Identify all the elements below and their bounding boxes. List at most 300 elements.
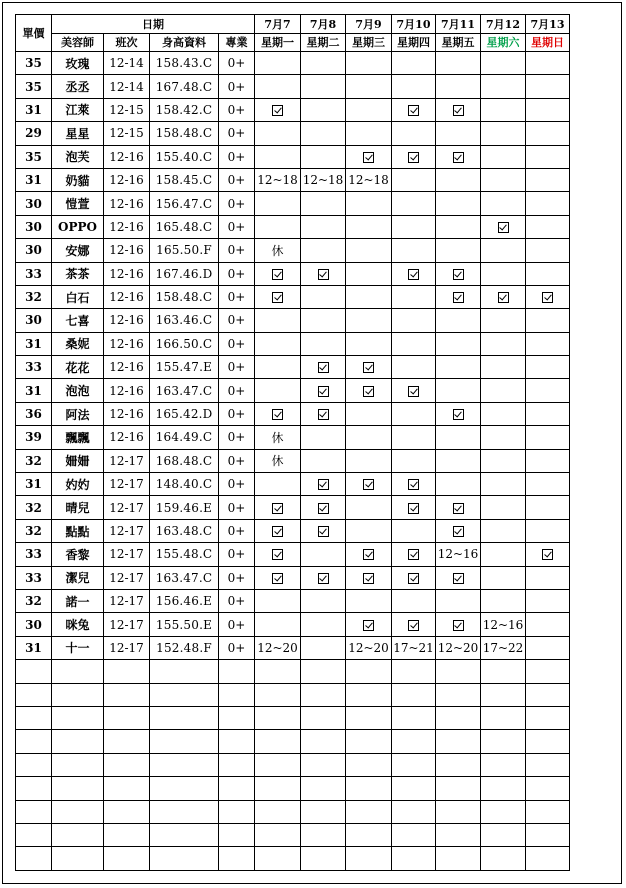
empty-cell (104, 777, 150, 800)
check-icon (318, 362, 329, 373)
table-row (16, 122, 570, 145)
stylist-name-cell: 丞丞 (52, 75, 104, 98)
body-header: 身高資料 (150, 33, 219, 52)
price-cell: 31 (16, 98, 52, 121)
schedule-table (15, 14, 570, 871)
empty-cell (346, 683, 392, 706)
day-cell (301, 543, 346, 566)
price-cell: 31 (16, 168, 52, 191)
day-cell (481, 309, 526, 332)
body-data-cell: 156.46.E (150, 589, 219, 612)
check-icon (408, 573, 419, 584)
check-icon (363, 549, 374, 560)
day-cell (481, 356, 526, 379)
day-cell (436, 75, 481, 98)
empty-cell (16, 847, 52, 870)
day-cell (481, 98, 526, 121)
check-icon (272, 269, 283, 280)
checkbox-checked-icon (255, 543, 301, 566)
checkbox-checked-icon (436, 145, 481, 168)
checkbox-checked-icon (301, 519, 346, 542)
day-cell (346, 309, 392, 332)
check-icon (453, 152, 464, 163)
date-header: 7月13 (526, 15, 570, 34)
check-icon (498, 222, 509, 233)
day-cell (346, 52, 392, 75)
day-cell (436, 52, 481, 75)
check-icon (453, 573, 464, 584)
empty-cell (104, 847, 150, 870)
price-cell: 32 (16, 285, 52, 308)
check-icon (498, 292, 509, 303)
spec-cell: 0+ (219, 332, 255, 355)
empty-cell (481, 730, 526, 753)
empty-cell (392, 847, 436, 870)
shift-cell: 12-17 (104, 589, 150, 612)
empty-cell (526, 777, 570, 800)
day-cell (481, 75, 526, 98)
day-cell (346, 192, 392, 215)
day-cell (255, 356, 301, 379)
day-cell (301, 192, 346, 215)
date-header: 7月11 (436, 15, 481, 34)
day-cell (436, 168, 481, 191)
day-cell (301, 309, 346, 332)
empty-cell (52, 823, 104, 846)
table-row (16, 519, 570, 542)
check-icon (453, 105, 464, 116)
check-icon (318, 573, 329, 584)
stylist-header: 美容師 (52, 33, 104, 52)
table-row (16, 636, 570, 659)
day-cell (436, 426, 481, 449)
empty-cell (436, 847, 481, 870)
shift-cell: 12-17 (104, 613, 150, 636)
stylist-name-cell: 諾一 (52, 589, 104, 612)
empty-row (16, 753, 570, 776)
checkbox-checked-icon (255, 566, 301, 589)
spec-cell: 0+ (219, 473, 255, 496)
empty-cell (150, 847, 219, 870)
day-cell (392, 449, 436, 472)
price-cell: 33 (16, 356, 52, 379)
body-data-cell: 158.45.C (150, 168, 219, 191)
empty-cell (52, 730, 104, 753)
empty-cell (219, 777, 255, 800)
checkbox-checked-icon (436, 613, 481, 636)
body-data-cell: 166.50.C (150, 332, 219, 355)
day-cell (436, 332, 481, 355)
body-data-cell: 163.47.C (150, 566, 219, 589)
body-data-cell: 155.40.C (150, 145, 219, 168)
empty-cell (526, 706, 570, 729)
empty-cell (481, 753, 526, 776)
day-cell (392, 519, 436, 542)
empty-cell (301, 706, 346, 729)
table-row (16, 566, 570, 589)
day-cell (526, 589, 570, 612)
day-cell (301, 215, 346, 238)
empty-cell (346, 823, 392, 846)
empty-cell (436, 706, 481, 729)
check-icon (318, 479, 329, 490)
empty-cell (104, 753, 150, 776)
spec-cell: 0+ (219, 98, 255, 121)
empty-cell (52, 683, 104, 706)
day-cell (526, 52, 570, 75)
body-data-cell: 155.48.C (150, 543, 219, 566)
body-data-cell: 163.48.C (150, 519, 219, 542)
weekday-header: 星期四 (392, 33, 436, 52)
day-cell: 17~21 (392, 636, 436, 659)
empty-cell (52, 753, 104, 776)
empty-cell (481, 660, 526, 683)
price-cell: 30 (16, 192, 52, 215)
shift-header: 班次 (104, 33, 150, 52)
stylist-name-cell: 點點 (52, 519, 104, 542)
table-row (16, 262, 570, 285)
checkbox-checked-icon (346, 145, 392, 168)
checkbox-checked-icon (481, 285, 526, 308)
day-cell: 12~18 (301, 168, 346, 191)
empty-cell (346, 706, 392, 729)
empty-row (16, 706, 570, 729)
day-cell (526, 192, 570, 215)
spec-cell: 0+ (219, 356, 255, 379)
check-icon (272, 409, 283, 420)
price-cell: 33 (16, 262, 52, 285)
price-cell: 32 (16, 519, 52, 542)
spec-cell: 0+ (219, 426, 255, 449)
empty-cell (392, 730, 436, 753)
day-cell (526, 75, 570, 98)
day-cell (526, 239, 570, 262)
day-cell (436, 215, 481, 238)
table-row (16, 215, 570, 238)
body-data-cell: 158.48.C (150, 285, 219, 308)
check-icon (318, 409, 329, 420)
empty-cell (255, 823, 301, 846)
check-icon (408, 152, 419, 163)
body-data-cell: 158.43.C (150, 52, 219, 75)
price-cell: 36 (16, 402, 52, 425)
check-icon (272, 526, 283, 537)
price-cell: 31 (16, 636, 52, 659)
empty-cell (436, 777, 481, 800)
check-icon (408, 269, 419, 280)
day-cell (301, 75, 346, 98)
table-row (16, 98, 570, 121)
day-cell (346, 122, 392, 145)
body-data-cell: 165.48.C (150, 215, 219, 238)
empty-cell (301, 730, 346, 753)
empty-cell (346, 753, 392, 776)
empty-cell (104, 800, 150, 823)
spec-cell: 0+ (219, 309, 255, 332)
spec-cell: 0+ (219, 636, 255, 659)
body-data-cell: 165.50.F (150, 239, 219, 262)
empty-cell (526, 847, 570, 870)
checkbox-checked-icon (255, 262, 301, 285)
date-header: 7月10 (392, 15, 436, 34)
empty-cell (481, 683, 526, 706)
checkbox-checked-icon (392, 262, 436, 285)
day-cell (436, 122, 481, 145)
empty-cell (255, 777, 301, 800)
spec-cell: 0+ (219, 262, 255, 285)
empty-cell (436, 753, 481, 776)
stylist-name-cell: 十一 (52, 636, 104, 659)
day-cell (392, 215, 436, 238)
shift-cell: 12-16 (104, 262, 150, 285)
stylist-name-cell: 泡泡 (52, 379, 104, 402)
checkbox-checked-icon (301, 262, 346, 285)
empty-cell (150, 777, 219, 800)
day-cell (481, 566, 526, 589)
stylist-name-cell: 江萊 (52, 98, 104, 121)
day-cell (436, 449, 481, 472)
empty-cell (16, 706, 52, 729)
day-cell (255, 75, 301, 98)
check-icon (272, 292, 283, 303)
empty-cell (392, 683, 436, 706)
day-cell: 休 (255, 449, 301, 472)
checkbox-checked-icon (526, 543, 570, 566)
day-cell: 17~22 (481, 636, 526, 659)
day-cell (255, 613, 301, 636)
body-data-cell: 163.46.C (150, 309, 219, 332)
stylist-name-cell: 奶貓 (52, 168, 104, 191)
check-icon (408, 503, 419, 514)
shift-cell: 12-17 (104, 473, 150, 496)
empty-cell (526, 753, 570, 776)
empty-cell (52, 847, 104, 870)
table-row (16, 473, 570, 496)
check-icon (272, 549, 283, 560)
day-cell (526, 332, 570, 355)
checkbox-checked-icon (392, 98, 436, 121)
check-icon (272, 503, 283, 514)
shift-cell: 12-17 (104, 519, 150, 542)
check-icon (363, 386, 374, 397)
day-cell: 12~18 (255, 168, 301, 191)
empty-cell (150, 823, 219, 846)
stylist-name-cell: 茶茶 (52, 262, 104, 285)
checkbox-checked-icon (301, 356, 346, 379)
day-cell (436, 473, 481, 496)
day-cell (526, 449, 570, 472)
date-group-header: 日期 (52, 15, 255, 34)
day-cell (526, 636, 570, 659)
day-cell (481, 192, 526, 215)
empty-cell (255, 683, 301, 706)
empty-cell (104, 823, 150, 846)
stylist-name-cell: 姍姍 (52, 449, 104, 472)
empty-cell (255, 706, 301, 729)
body-data-cell: 167.48.C (150, 75, 219, 98)
shift-cell: 12-16 (104, 426, 150, 449)
day-cell (346, 285, 392, 308)
empty-cell (255, 847, 301, 870)
day-cell: 休 (255, 239, 301, 262)
check-icon (318, 526, 329, 537)
body-data-cell: 158.42.C (150, 98, 219, 121)
empty-row (16, 730, 570, 753)
empty-cell (150, 706, 219, 729)
check-icon (363, 152, 374, 163)
empty-cell (436, 800, 481, 823)
checkbox-checked-icon (436, 566, 481, 589)
checkbox-checked-icon (346, 543, 392, 566)
table-row (16, 356, 570, 379)
day-cell (481, 379, 526, 402)
checkbox-checked-icon (392, 543, 436, 566)
weekday-header: 星期日 (526, 33, 570, 52)
empty-cell (392, 706, 436, 729)
table-row (16, 239, 570, 262)
day-cell (346, 262, 392, 285)
table-row (16, 192, 570, 215)
table-row (16, 145, 570, 168)
checkbox-checked-icon (392, 473, 436, 496)
shift-cell: 12-17 (104, 566, 150, 589)
shift-cell: 12-15 (104, 122, 150, 145)
empty-row (16, 800, 570, 823)
day-cell (346, 496, 392, 519)
price-cell: 32 (16, 449, 52, 472)
date-header: 7月7 (255, 15, 301, 34)
table-row (16, 402, 570, 425)
checkbox-checked-icon (301, 473, 346, 496)
check-icon (408, 620, 419, 631)
empty-cell (346, 660, 392, 683)
checkbox-checked-icon (392, 496, 436, 519)
day-cell (301, 122, 346, 145)
spec-cell: 0+ (219, 145, 255, 168)
day-cell (346, 75, 392, 98)
stylist-name-cell: 桑妮 (52, 332, 104, 355)
checkbox-checked-icon (526, 285, 570, 308)
empty-cell (526, 730, 570, 753)
header-row-columns (16, 33, 570, 52)
table-row (16, 613, 570, 636)
check-icon (408, 549, 419, 560)
price-cell: 35 (16, 52, 52, 75)
price-cell: 32 (16, 496, 52, 519)
day-cell (526, 566, 570, 589)
spec-cell: 0+ (219, 566, 255, 589)
empty-cell (52, 800, 104, 823)
stylist-name-cell: 潔兒 (52, 566, 104, 589)
empty-cell (16, 777, 52, 800)
stylist-name-cell: 香黎 (52, 543, 104, 566)
day-cell (346, 402, 392, 425)
checkbox-checked-icon (255, 98, 301, 121)
empty-cell (16, 800, 52, 823)
table-row (16, 309, 570, 332)
day-cell (481, 473, 526, 496)
day-cell (526, 613, 570, 636)
check-icon (453, 503, 464, 514)
price-cell: 30 (16, 613, 52, 636)
day-cell (346, 449, 392, 472)
empty-cell (16, 660, 52, 683)
empty-cell (150, 660, 219, 683)
day-cell (526, 122, 570, 145)
day-cell (526, 473, 570, 496)
day-cell (481, 543, 526, 566)
body-data-cell: 148.40.C (150, 473, 219, 496)
header-row-dates (16, 15, 570, 34)
check-icon (272, 105, 283, 116)
table-row (16, 543, 570, 566)
day-cell (392, 168, 436, 191)
empty-cell (392, 753, 436, 776)
empty-row (16, 777, 570, 800)
empty-cell (346, 730, 392, 753)
empty-row (16, 847, 570, 870)
shift-cell: 12-17 (104, 636, 150, 659)
day-cell: 12~20 (346, 636, 392, 659)
day-cell (436, 239, 481, 262)
table-row (16, 52, 570, 75)
checkbox-checked-icon (436, 262, 481, 285)
day-cell (255, 589, 301, 612)
day-cell (255, 473, 301, 496)
empty-cell (52, 660, 104, 683)
body-data-cell: 158.48.C (150, 122, 219, 145)
day-cell (481, 589, 526, 612)
weekday-header: 星期二 (301, 33, 346, 52)
day-cell (481, 168, 526, 191)
empty-cell (150, 800, 219, 823)
day-cell (301, 589, 346, 612)
body-data-cell: 159.46.E (150, 496, 219, 519)
day-cell (481, 426, 526, 449)
empty-cell (392, 823, 436, 846)
body-data-cell: 167.46.D (150, 262, 219, 285)
empty-cell (255, 660, 301, 683)
spec-cell: 0+ (219, 402, 255, 425)
day-cell (301, 285, 346, 308)
shift-cell: 12-16 (104, 332, 150, 355)
shift-cell: 12-14 (104, 75, 150, 98)
checkbox-checked-icon (392, 566, 436, 589)
empty-cell (16, 683, 52, 706)
checkbox-checked-icon (301, 566, 346, 589)
day-cell (526, 145, 570, 168)
stylist-name-cell: 花花 (52, 356, 104, 379)
spec-cell: 0+ (219, 122, 255, 145)
body-data-cell: 164.49.C (150, 426, 219, 449)
empty-cell (392, 660, 436, 683)
empty-cell (219, 847, 255, 870)
day-cell (346, 589, 392, 612)
check-icon (363, 620, 374, 631)
day-cell (346, 239, 392, 262)
stylist-name-cell: 飄飄 (52, 426, 104, 449)
price-cell: 29 (16, 122, 52, 145)
stylist-name-cell: 阿法 (52, 402, 104, 425)
check-icon (363, 479, 374, 490)
day-cell (526, 98, 570, 121)
empty-cell (526, 823, 570, 846)
check-icon (453, 269, 464, 280)
table-row (16, 496, 570, 519)
empty-cell (104, 683, 150, 706)
table-row (16, 75, 570, 98)
empty-cell (436, 683, 481, 706)
